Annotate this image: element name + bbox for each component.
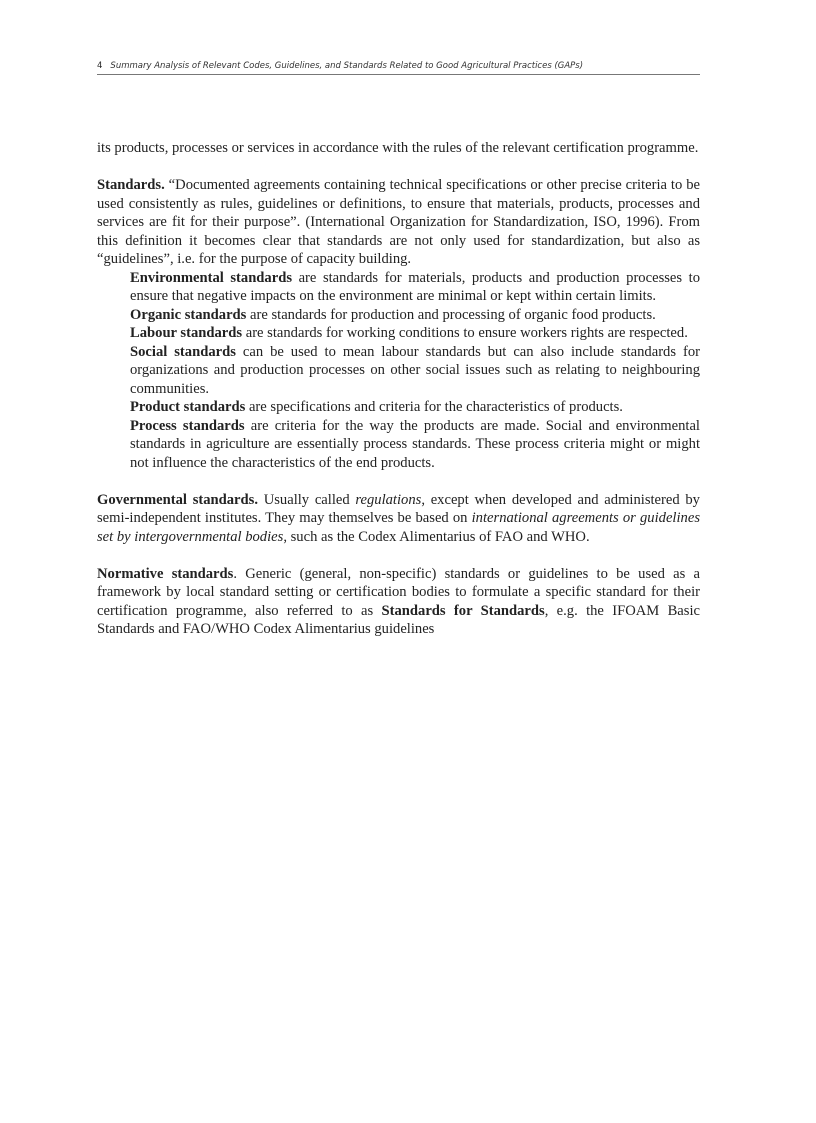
normative-text: . Generic (general, non-specific) standards or guidelines to be used as a framework by local standard setting or certification bodies to formulate a specific standard for their certification programme, also referred to as xyxy=(97,565,701,619)
page-number: 4 xyxy=(97,61,103,71)
definition-item xyxy=(130,343,700,399)
definition-item xyxy=(130,306,700,325)
running-header xyxy=(97,61,700,75)
definition-term: Process standards xyxy=(130,417,245,434)
normative-bold-term: Standards for Standards xyxy=(381,602,545,619)
body-text xyxy=(97,139,700,639)
definition-text: are standards for production and processing of organic food products. xyxy=(246,306,656,323)
normative-paragraph xyxy=(97,565,700,639)
definition-term: Social standards xyxy=(130,343,236,360)
definition-item xyxy=(130,324,700,343)
definition-text: are specifications and criteria for the characteristics of products. xyxy=(245,399,623,415)
definition-text: are standards for materials, products and production processes to ensure that negative impacts on the environment are minimal or kept within certain limits. xyxy=(130,269,700,304)
intro-text: its products, processes or services in accordance with the rules of the relevant certification programme. xyxy=(97,140,699,156)
definitions-list xyxy=(130,269,700,473)
governmental-text: , except when developed and administered by semi-independent institutes. They may themselves be based on xyxy=(97,491,700,526)
normative-text: , e.g. the IFOAM Basic Standards and FAO/WHO Codex Alimentarius guidelines xyxy=(97,602,700,637)
governmental-term: Governmental standards. xyxy=(97,491,258,508)
governmental-paragraph xyxy=(97,491,700,547)
definition-term: Product standards xyxy=(130,399,246,415)
definition-item xyxy=(130,398,700,417)
standards-paragraph xyxy=(97,176,700,269)
definition-text: are standards for working conditions to ensure workers rights are respected. xyxy=(242,325,688,341)
governmental-text: , such as the Codex Alimentarius of FAO and WHO. xyxy=(283,528,590,545)
intro-paragraph xyxy=(97,139,700,158)
governmental-italic: regulations xyxy=(355,491,422,508)
definition-item xyxy=(130,269,700,306)
header-title: Summary Analysis of Relevant Codes, Guidelines, and Standards Related to Good Agricultural Practices (GAPs) xyxy=(110,61,584,71)
definition-term: Organic standards xyxy=(130,306,247,323)
definition-term: Labour standards xyxy=(130,325,243,341)
governmental-text: Usually called xyxy=(257,491,356,508)
standards-text: “Documented agreements containing technical specifications or other precise criteria to be used consistently as rules, guidelines or definitions, to ensure that materials, products, processes and services are fit for their purpose”. (International Organization for Standardization, ISO, 1996). From this definition it becomes clear that standards are not only used for standardization, but also as “guidelines”, i.e. for the purpose of capacity building. xyxy=(97,177,700,267)
standards-term: Standards. xyxy=(97,177,165,193)
normative-term: Normative standards xyxy=(97,565,234,582)
definition-text: can be used to mean labour standards but can also include standards for organizations and production processes on other social issues such as relating to neighbouring communities. xyxy=(130,343,700,397)
definition-term: Environmental standards xyxy=(130,269,292,286)
definition-text: are criteria for the way the products are made. Social and environmental standards in agriculture are essentially process standards. These process criteria might or might not influence the characteristics of the end products. xyxy=(130,417,700,471)
definition-item xyxy=(130,417,700,473)
governmental-italic: international agreements or guidelines set by intergovernmental bodies xyxy=(97,510,700,545)
